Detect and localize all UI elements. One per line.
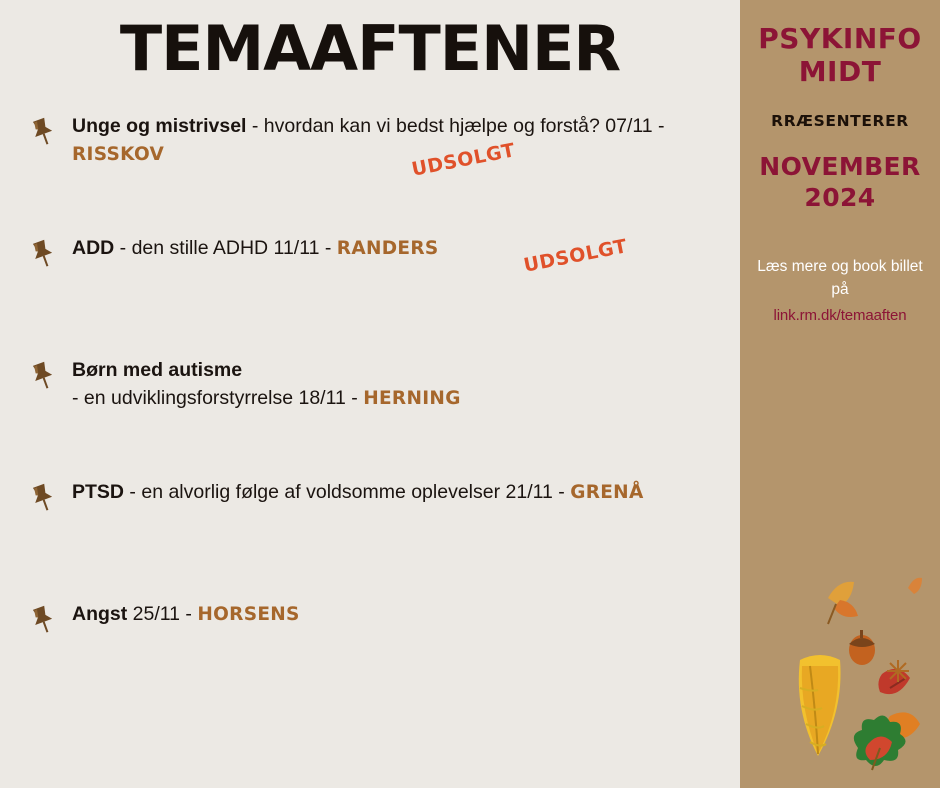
brand-line-2: MIDT: [798, 55, 882, 89]
leaf-icon: [908, 578, 922, 594]
brand-name: [740, 22, 940, 88]
brand-line-1: PSYKINFO: [758, 22, 922, 55]
event-title: Unge og mistrivsel: [72, 115, 247, 138]
status-badge: UDSOLGT: [409, 139, 518, 181]
maple-leaf-icon: [854, 715, 906, 770]
leaf-icon: [878, 669, 910, 694]
list-item: [26, 113, 740, 181]
event-city: GRENÅ: [570, 482, 644, 504]
year-label: 2024: [804, 182, 876, 212]
event-description: - en udviklingsforstyrrelse 18/11 -: [72, 386, 364, 409]
month-year: [740, 152, 940, 213]
pushpin-icon: [26, 359, 60, 393]
booking-note: [740, 255, 940, 327]
pushpin-icon: [26, 115, 60, 149]
leaf-icon: [828, 582, 858, 624]
page-title: TEMAAFTENER: [119, 12, 621, 85]
event-description: - en alvorlig følge af voldsomme oplevelser 21/11 -: [124, 481, 571, 504]
list-item: [26, 479, 740, 539]
pushpin-icon: [26, 237, 60, 271]
status-badge: UDSOLGT: [521, 235, 630, 277]
list-item: [26, 235, 740, 295]
month-label: NOVEMBER: [759, 152, 921, 182]
event-city: HERNING: [363, 387, 461, 409]
leaf-icon: [887, 712, 920, 738]
event-text: [72, 113, 712, 168]
event-title: Angst: [72, 603, 128, 626]
event-text: [72, 357, 712, 412]
event-description: 25/11 -: [127, 603, 198, 626]
autumn-leaves-decoration: [740, 448, 940, 788]
event-text: [72, 479, 712, 507]
pushpin-icon: [26, 603, 60, 637]
event-city: RISSKOV: [72, 143, 165, 165]
acorn-icon: [849, 630, 875, 665]
event-text: [72, 601, 712, 629]
event-title: Børn med autisme: [72, 359, 243, 382]
event-list: [0, 113, 740, 661]
list-item: [26, 601, 740, 661]
booking-link[interactable]: link.rm.dk/temaaften: [773, 306, 907, 324]
booking-note-text: Læs mere og book billet på: [757, 258, 923, 299]
event-description: - hvordan kan vi bedst hjælpe og forstå? 07/11 -: [246, 115, 665, 138]
event-title: PTSD: [72, 481, 125, 504]
event-city: RANDERS: [336, 238, 439, 260]
sidebar: [740, 0, 940, 788]
pushpin-icon: [26, 481, 60, 515]
presents-label: RRÆSENTERER: [771, 112, 909, 131]
list-item: [26, 357, 740, 417]
event-description: - den stille ADHD 11/11 -: [114, 237, 337, 260]
sparkle-icon: [887, 660, 909, 682]
event-title: ADD: [72, 237, 115, 260]
fern-leaf-icon: [799, 655, 841, 756]
event-city: HORSENS: [197, 604, 300, 626]
